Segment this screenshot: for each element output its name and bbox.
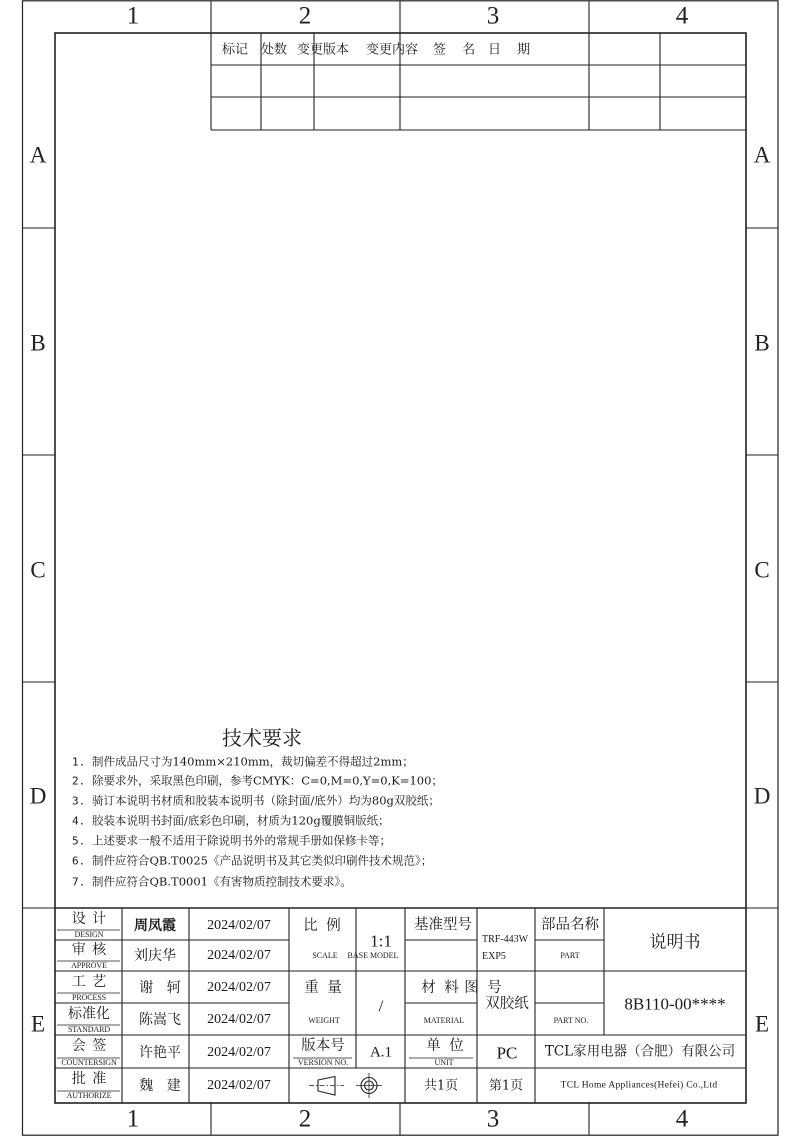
- tech-requirement-number: 7.: [72, 875, 86, 889]
- tech-requirement-number: 6.: [72, 854, 86, 868]
- signoff-date: 2024/02/07: [207, 1012, 271, 1027]
- signoff-name: 谢 轲: [139, 980, 181, 996]
- unit-label-en: UNIT: [434, 1058, 454, 1067]
- scale-value: 1:1: [370, 931, 392, 951]
- tech-requirement-text: 制件应符合QB.T0025《产品说明书及其它类似印刷件技术规范》；: [92, 853, 433, 868]
- zone-letter-left: A: [29, 142, 47, 168]
- total-pages: 共1页: [423, 1078, 459, 1094]
- tech-requirement-text: 制件应符合QB.T0001《有害物质控制技术要求》。: [92, 874, 352, 889]
- zone-number-top: 1: [126, 2, 140, 30]
- version-value: A.1: [369, 1044, 393, 1061]
- revision-header-signature: 签 名: [433, 42, 476, 58]
- tech-requirement-number: 4.: [72, 814, 86, 828]
- drawing-number-label-cn: 图 号: [464, 979, 502, 996]
- revision-table-grid: [211, 33, 746, 130]
- unit-label-cn: 单 位: [426, 1037, 464, 1054]
- tech-requirement-number: 5.: [72, 834, 86, 848]
- signoff-name: 陈嵩飞: [139, 1012, 181, 1028]
- drawing-number-value: 8B110-00****: [624, 994, 726, 1014]
- signoff-date: 2024/02/07: [207, 1078, 271, 1093]
- weight-label-cn: 重 量: [304, 979, 342, 996]
- zone-letter-right: D: [753, 783, 771, 809]
- tech-requirements-title: 技术要求: [222, 726, 302, 750]
- material-label-cn: 材 料: [421, 979, 459, 996]
- version-label-en: VERSION NO.: [297, 1058, 349, 1067]
- zone-number-top: 4: [675, 2, 689, 30]
- zone-number-bottom: 4: [675, 1105, 689, 1133]
- signoff-role-cn: 审 核: [71, 942, 107, 958]
- tech-requirement-number: 1.: [72, 755, 86, 769]
- inner-border: [55, 33, 746, 1103]
- revision-header-count: 处数: [261, 42, 288, 58]
- signoff-role-cn: 设 计: [71, 911, 107, 927]
- zone-number-bottom: 1: [126, 1105, 140, 1133]
- zone-number-top: 3: [486, 2, 500, 30]
- signoff-role-en: COUNTERSIGN: [61, 1058, 117, 1067]
- first-angle-projection-icon: [309, 1073, 382, 1098]
- base-model-value: EXP5: [482, 951, 506, 962]
- base-model-label-en: BASE MODEL: [347, 951, 399, 960]
- zone-letter-right: E: [754, 1011, 770, 1037]
- part-name-label-cn: 部品名称: [541, 916, 599, 933]
- zone-letter-left: D: [29, 783, 47, 809]
- scale-label-en: SCALE: [312, 951, 338, 960]
- version-label-cn: 版本号: [301, 1037, 345, 1054]
- company-name-cn: TCL家用电器（合肥）有限公司: [544, 1043, 736, 1060]
- zone-letter-right: B: [754, 330, 770, 356]
- base-model-label-cn: 基准型号: [414, 916, 472, 933]
- zone-letter-left: E: [30, 1011, 46, 1037]
- material-label-en: MATERIAL: [423, 1016, 465, 1025]
- revision-header-change-content: 变更内容: [366, 42, 419, 58]
- tech-requirement-number: 2.: [72, 774, 86, 788]
- zone-dividers: [22, 1, 778, 1135]
- zone-letter-right: A: [753, 142, 771, 168]
- revision-header-date: 日 期: [488, 42, 531, 58]
- base-model-value: TRF-443W: [482, 934, 529, 945]
- tech-requirement-text: 胶装本说明书封面/底彩色印刷，材质为120g覆膜铜版纸；: [92, 813, 390, 828]
- signoff-role-cn: 批 准: [71, 1071, 107, 1087]
- tech-requirement-text: 骑订本说明书材质和胶装本说明书（除封面/底外）均为80g双胶纸；: [92, 793, 440, 808]
- scale-label-cn: 比 例: [303, 917, 341, 934]
- signoff-name: 许艳平: [139, 1045, 181, 1061]
- current-page: 第1页: [488, 1078, 524, 1094]
- signoff-role-en: APPROVE: [71, 961, 107, 970]
- zone-letter-left: B: [30, 330, 46, 356]
- zone-letter-right: C: [754, 557, 770, 583]
- tech-requirement-text: 上述要求一般不适用于除说明书外的常规手册如保修卡等；: [92, 833, 391, 848]
- part-name-value: 说明书: [649, 932, 701, 953]
- signoff-role-cn: 工 艺: [71, 974, 107, 990]
- signoff-name: 周凤霞: [134, 918, 176, 934]
- zone-letter-left: C: [30, 557, 46, 583]
- weight-value: /: [378, 996, 384, 1016]
- weight-label-en: WEIGHT: [308, 1016, 340, 1025]
- signoff-role-cn: 标准化: [68, 1006, 110, 1022]
- part-name-label-en: PART: [560, 951, 580, 960]
- signoff-role-en: STANDARD: [67, 1025, 111, 1034]
- tech-requirement-text: 除要求外，采取黑色印刷，参考CMYK：C=0,M=0,Y=0,K=100；: [92, 773, 443, 788]
- drawing-number-label-en: PART NO.: [553, 1016, 589, 1025]
- signoff-date: 2024/02/07: [207, 980, 271, 995]
- tech-requirement-number: 3.: [72, 794, 86, 808]
- signoff-date: 2024/02/07: [207, 1045, 271, 1060]
- signoff-date: 2024/02/07: [207, 918, 271, 933]
- outer-border: [23, 1, 779, 1135]
- company-name-en: TCL Home Appliances(Hefei) Co.,Ltd: [560, 1080, 718, 1091]
- signoff-name: 魏 建: [139, 1078, 181, 1094]
- zone-number-top: 2: [298, 2, 312, 30]
- signoff-role-cn: 会 签: [71, 1038, 107, 1054]
- signoff-role-en: DESIGN: [74, 930, 104, 939]
- revision-header-change-version: 变更版本: [297, 42, 350, 58]
- material-value: 双胶纸: [485, 995, 529, 1012]
- signoff-date: 2024/02/07: [207, 948, 271, 963]
- zone-number-bottom: 3: [486, 1105, 500, 1133]
- zone-number-bottom: 2: [298, 1105, 312, 1133]
- revision-header-mark: 标记: [222, 42, 249, 58]
- tech-requirement-text: 制件成品尺寸为140mm×210mm，裁切偏差不得超过2mm；: [92, 754, 414, 769]
- signoff-role-en: PROCESS: [72, 993, 106, 1002]
- signoff-role-en: AUTHORIZE: [66, 1091, 112, 1100]
- signoff-name: 刘庆华: [134, 948, 176, 964]
- unit-value: PC: [496, 1043, 518, 1063]
